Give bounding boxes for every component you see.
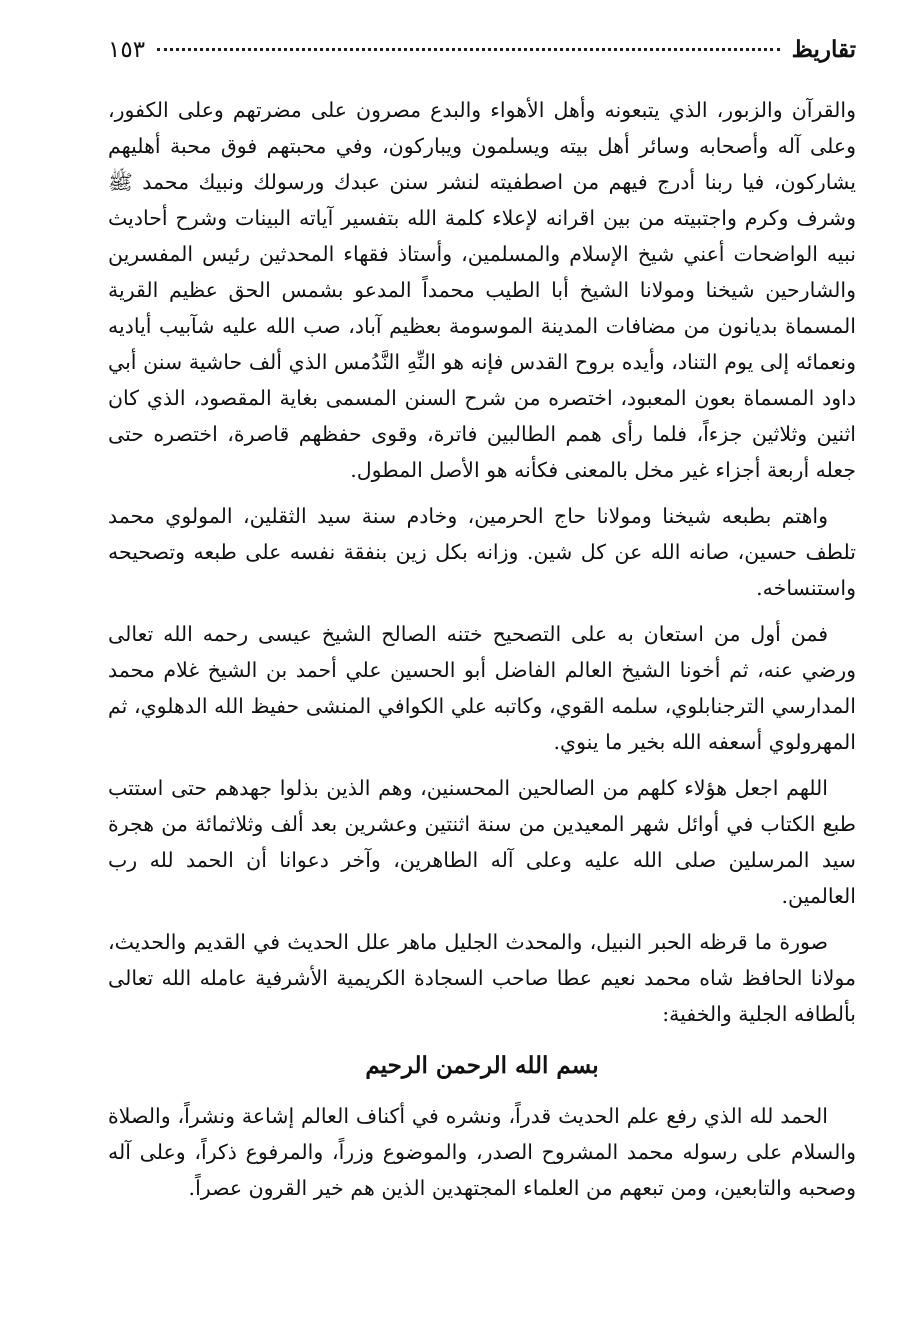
paragraph-1: والقرآن والزبور، الذي يتبعونه وأهل الأهواء والبدع مصرون على مضرتهم وعلى الكفور، وعلى آله وأصحابه وسائر أهل بيته ويسلمون ويباركون، وفي محبتهم فوق محبة أهليهم يشاركون، فيا ربنا أدرج فيهم من اصطفيته لنشر سنن عبدك ورسولك ونبيك محمد ﷺ وشرف وكرم واجتبيته من بين اقرانه لإعلاء كلمة الله بتفسير آياته البينات وشرح أحاديث نبيه الواضحات أعني شيخ الإسلام والمسلمين، وأستاذ فقهاء المحدثين رئيس المفسرين والشارحين شيخنا ومولانا الشيخ أبا الطيب محمداً المدعو بشمس الحق عظيم القرية المسماة بديانون من مضافات المدينة الموسومة بعظيم آباد، صب الله عليه شآبيب أياديه ونعمائه إلى يوم التناد، وأيده بروح القدس فإنه هو النِّهِ النَّدُمس الذي ألف حاشية سنن أبي داود المسماة بعون المعبود، اختصره من شرح السنن المسمى بغاية المقصود، الذي كان اثنين وثلاثين جزءاً، فلما رأى همم الطالبين فاترة، وقوى حفظهم قاصرة، اختصره حتى جعله أربعة أجزاء غير مخل بالمعنى فكأنه هو الأصل المطول. — [108, 98, 856, 482]
basmala-heading: بسم الله الرحمن الرحيم — [365, 1052, 599, 1079]
page-body — [108, 92, 856, 1206]
paragraph-2: واهتم بطبعه شيخنا ومولانا حاج الحرمين، وخادم سنة سيد الثقلين، المولوي محمد تلطف حسين، صانه الله عن كل شين. وزانه بكل زين بنفقة نفسه على طبعه وتصحيحه واستنساخه. — [108, 504, 856, 600]
page-number: ١٥٣ — [108, 37, 146, 63]
running-header — [108, 36, 856, 76]
paragraph-5: صورة ما قرظه الحبر النبيل، والمحدث الجليل ماهر علل الحديث في القديم والحديث، مولانا الحافظ شاه محمد نعيم عطا صاحب السجادة الكريمية الأشرفية عامله الله تعالى بألطافه الجلية والخفية: — [108, 930, 856, 1026]
paragraph-3: فمن أول من استعان به على التصحيح ختنه الصالح الشيخ عيسى رحمه الله تعالى ورضي عنه، ثم أخونا الشيخ العالم الفاضل أبو الحسين علي أحمد بن الشيخ غلام محمد المدارسي الترجنابلوي، سلمه القوي، وكاتبه علي الكوافي المنشى حفيظ الله الدهلوي، ثم المهرولوي أسعفه الله بخير ما ينوي. — [108, 622, 856, 754]
dotted-leader — [157, 48, 780, 51]
header-title: تقاريظ — [791, 36, 856, 63]
closing-paragraph: الحمد لله الذي رفع علم الحديث قدراً، ونشره في أكناف العالم إشاعة ونشراً، والصلاة والسلام على رسوله محمد المشروح الصدر، والموضوع وزراً، والمرفوع ذكراً، وعلى آله وصحبه والتابعين، ومن تبعهم من العلماء المجتهدين الذين هم خير القرون عصراً. — [108, 1104, 856, 1200]
paragraph-4: اللهم اجعل هؤلاء كلهم من الصالحين المحسنين، وهم الذين بذلوا جهدهم حتى استتب طبع الكتاب في أوائل شهر المعيدين من سنة اثنتين وعشرين بعد ألف وثلاثمائة من هجرة سيد المرسلين صلى الله عليه وعلى آله الطاهرين، وآخر دعوانا أن الحمد لله رب العالمين. — [108, 776, 856, 908]
